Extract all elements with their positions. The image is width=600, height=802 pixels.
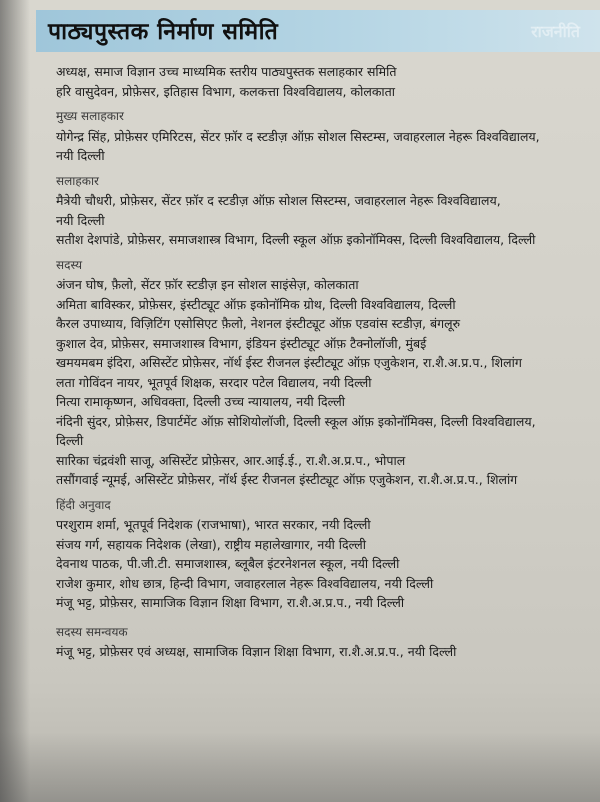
list-item: तसौंगवाई न्यूमई, असिस्टेंट प्रोफ़ेसर, नॉर्थ ईस्ट रीजनल इंस्टीट्यूट ऑफ़ एजुकेशन, रा.शै.अ.प्र.प., शिलांग bbox=[56, 472, 518, 487]
list-item: नयी दिल्ली bbox=[56, 212, 105, 228]
section-members: सदस्य bbox=[56, 257, 83, 272]
committee-list bbox=[56, 62, 576, 662]
list-item: खमयमबम इंदिरा, असिस्टेंट प्रोफ़ेसर, नॉर्थ ईस्ट रीजनल इंस्टीट्यूट ऑफ़ एजुकेशन, रा.शै.अ.प्र.प., शिलांग bbox=[56, 355, 522, 370]
list-item: अंजन घोष, फ़ैलो, सेंटर फ़ॉर स्टडीज़ इन सोशल साइंसेज़, कोलकाता bbox=[56, 277, 359, 292]
section-chief-advisor: मुख्य सलाहकार bbox=[56, 109, 124, 123]
list-item: योगेन्द्र सिंह, प्रोफ़ेसर एमिरिटस, सेंटर फ़ॉर द स्टडीज़ ऑफ़ सोशल सिस्टम्स, जवाहरलाल नेहरू विश्वविद्यालय, bbox=[56, 128, 540, 144]
section-advisors: सलाहकार bbox=[56, 173, 99, 188]
list-item: नयी दिल्ली bbox=[56, 148, 105, 163]
list-item: कैरल उपाध्याय, विज़िटिंग एसोसिएट फ़ैलो, नेशनल इंस्टीट्यूट ऑफ़ एडवांस स्टडीज़, बंगलूरु bbox=[56, 316, 461, 331]
page-gutter-shadow bbox=[0, 0, 30, 802]
chairperson-role: अध्यक्ष, समाज विज्ञान उच्च माध्यमिक स्तरीय पाठ्यपुस्तक सलाहकार समिति bbox=[56, 64, 397, 79]
header-ghost-text: राजनीति bbox=[531, 22, 580, 41]
page-title: पाठ्यपुस्तक निर्माण समिति bbox=[48, 19, 279, 45]
list-item: नित्या रामाकृष्णन, अधिवक्ता, दिल्ली उच्च न्यायालय, नयी दिल्ली bbox=[56, 394, 345, 409]
list-item: मैत्रेयी चौधरी, प्रोफ़ेसर, सेंटर फ़ॉर द स्टडीज़ ऑफ़ सोशल सिस्टम्स, जवाहरलाल नेहरू विश्वविद्यालय, bbox=[56, 193, 501, 208]
section-hindi-translation: हिंदी अनुवाद bbox=[56, 497, 111, 512]
section-member-coordinator: सदस्य समन्वयक bbox=[56, 624, 128, 639]
list-item: संजय गर्ग, सहायक निदेशक (लेखा), राष्ट्रीय महालेखागार, नयी दिल्ली bbox=[56, 536, 366, 552]
list-item: देवनाथ पाठक, पी.जी.टी. समाजशास्त्र, ब्लूबैल इंटरनेशनल स्कूल, नयी दिल्ली bbox=[56, 556, 400, 571]
page-bottom-shadow bbox=[0, 732, 600, 802]
list-item: परशुराम शर्मा, भूतपूर्व निदेशक (राजभाषा), भारत सरकार, नयी दिल्ली bbox=[56, 517, 371, 532]
list-item: सतीश देशपांडे, प्रोफ़ेसर, समाजशास्त्र विभाग, दिल्ली स्कूल ऑफ़ इकोनॉमिक्स, दिल्ली विश्वविद्यालय, दिल्ली bbox=[56, 232, 536, 247]
list-item: राजेश कुमार, शोध छात्र, हिन्दी विभाग, जवाहरलाल नेहरू विश्वविद्यालय, नयी दिल्ली bbox=[56, 575, 434, 591]
list-item: सारिका चंद्रवंशी साजू, असिस्टेंट प्रोफ़ेसर, आर.आई.ई., रा.शै.अ.प्र.प., भोपाल bbox=[56, 452, 406, 468]
list-item: मंजू भट्ट, प्रोफ़ेसर, सामाजिक विज्ञान शिक्षा विभाग, रा.शै.अ.प्र.प., नयी दिल्ली bbox=[56, 595, 405, 610]
list-item: मंजू भट्ट, प्रोफ़ेसर एवं अध्यक्ष, सामाजिक विज्ञान शिक्षा विभाग, रा.शै.अ.प्र.प., नयी दिल्ली bbox=[56, 644, 457, 659]
list-item: अमिता बाविस्कर, प्रोफ़ेसर, इंस्टीट्यूट ऑफ़ इकोनॉमिक ग्रोथ, दिल्ली विश्वविद्यालय, दिल्ली bbox=[56, 296, 456, 312]
list-item: नंदिनी सुंदर, प्रोफ़ेसर, डिपार्टमेंट ऑफ़ सोशियोलॉजी, दिल्ली स्कूल ऑफ़ इकोनॉमिक्स, दिल्ली विश्वविद्यालय, bbox=[56, 413, 536, 429]
list-item: दिल्ली bbox=[56, 433, 84, 448]
list-item: कुशाल देव, प्रोफ़ेसर, समाजशास्त्र विभाग, इंडियन इंस्टीट्यूट ऑफ़ टैक्नोलॉजी, मुंबई bbox=[56, 335, 427, 351]
chairperson-name: हरि वासुदेवन, प्रोफ़ेसर, इतिहास विभाग, कलकत्ता विश्वविद्यालय, कोलकाता bbox=[56, 83, 396, 99]
list-item: लता गोविंदन नायर, भूतपूर्व शिक्षक, सरदार पटेल विद्यालय, नयी दिल्ली bbox=[56, 374, 372, 390]
